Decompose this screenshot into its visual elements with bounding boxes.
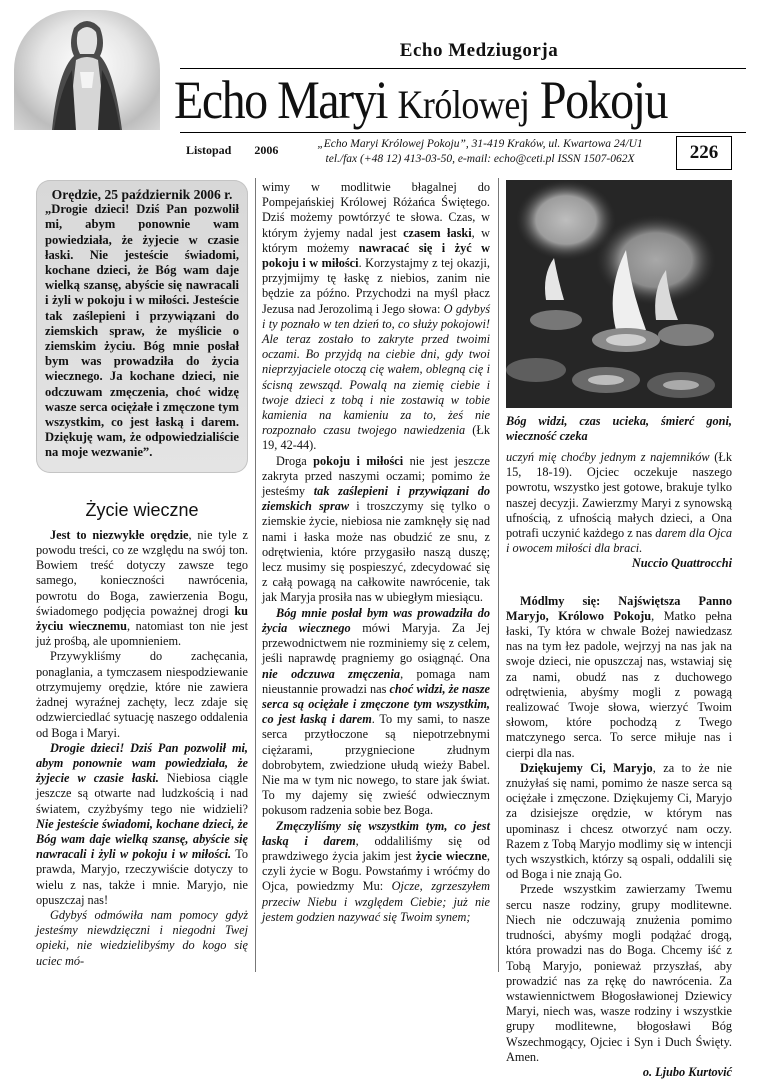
text-run: nie jest jeszcze zakryta przed naszymi oczami; pomimo że jesteśmy: [262, 453, 490, 499]
column-2: [262, 180, 490, 925]
col2-paragraph-3: [262, 606, 490, 819]
text-bold: Módlmy się: Najświętsza Panno Maryjo, Królowo Pokoju: [506, 593, 732, 623]
masthead-top-title: Echo Medziugorja: [399, 40, 559, 61]
text-bold-italic: nie odczuwa zmęczenia: [262, 666, 401, 681]
text-bold-italic: choć widzi, że nasze serca są ociężałe i zmęczone tym wszystkim, co jest łaską i darem: [262, 681, 490, 727]
article-title: Życie wieczne: [36, 489, 248, 518]
text-italic: uczyń mię choćby jednym z najemników: [506, 450, 710, 464]
issue-date: [186, 143, 298, 158]
col1-paragraph-4: [36, 908, 248, 969]
issue-month: Listopad: [186, 143, 232, 157]
column-divider-2: [498, 178, 499, 972]
col2-paragraph-4: [262, 819, 490, 925]
text-run: . Korzystajmy z tej okazji, przyjmijmy tę łaskę z niebios, zanim nie będzie za późno. Przychodzi na myśl płacz Jezusa nad Jerozolimą i Jego słowa:: [262, 256, 490, 316]
address-line-1: „Echo Maryi Królowej Pokoju”, 31-419 Kraków, ul. Kwartowa 24/U1: [317, 138, 643, 150]
address-line-2: tel./fax (+48 12) 413-03-50, e-mail: echo@ceti.pl ISSN 1507-062X: [325, 153, 635, 165]
col1-paragraph-1: [36, 528, 248, 650]
author-signature-2: o. Ljubo Kurtović: [642, 1064, 732, 1079]
text-italic: darem dla Ojca i owocem miłości dla braci.: [506, 526, 732, 556]
text-run: , czyli życie w Bogu. Powstańmy i wróćmy do Ojca, powiedzmy Mu:: [262, 848, 490, 894]
text-run: Droga: [276, 453, 314, 468]
text-run: , oddaliliśmy się od prawdziwego życia jakim jest: [262, 833, 490, 863]
col2-paragraph-1: [262, 180, 490, 454]
text-bold: ku życiu wiecznemu: [36, 603, 248, 634]
text-run: , Matko pełna łaski, Ty która w chwale Bożej nawiedzasz nas na tym łez padole, wejrzyj na nas jak na swoje dzieci, nie opuszczaj nas, wstawiaj się za nami, obudź nas z duchowego odrętwienia, abyśmy mogli z powagą realizować Twoje słowa, wierzyć Twoim słowom, które pochodzą z Twego matczynego serca. To serce miłuje nas i cierpi dla nas.: [506, 608, 732, 760]
text-run: (Łk 15, 18-19). Ojciec oczekuje naszego powrotu, wszystko jest gotowe, brakuje tylko naszej decyzji. Zawierzmy Maryi z synowską ufnością, z ufnością małych dzieci, a Ona potrafi uczynić każdego z nas: [506, 450, 732, 541]
text-italic: Ojcze, zgrzeszyłem przeciw Niebu i względem Ciebie; już nie jestem godzien nazywać się Twoim synem;: [262, 879, 490, 924]
text-run: (Łk 19, 42-44).: [262, 423, 490, 453]
message-text: „Drogie dzieci! Dziś Pan pozwolił mi, abym ponownie wam powiedziała, że żyjecie w czasie łaski. Nie jesteście świadomi, kochane dzieci, że Bóg wam daje wielką szansę, abyście się nawracali i żyli w pokoju i w miłości. Jesteście tak zaślepieni i przywiązani do ziemskich spraw, że myślicie o ziemskim życiu. Bóg mnie posłał bym was prowadziła do życia wiecznego. Ja kochane dzieci, nie odczuwam zmęczenia, choć widzę wasze serca ociężałe i zmęczone tym wszystkim, co jest łaską i darem. Dziękuję wam, że odpowiedzialiście na moje wezwanie”.: [45, 202, 239, 460]
col2-paragraph-2: [262, 454, 490, 606]
col3-paragraph-1: [506, 450, 732, 556]
prayer-paragraph-3: Przede wszystkim zawierzamy Twemu sercu nasze rodziny, grupy modlitewne. Niech nie odczuwają znużenia pomimo trudności, abyśmy mogli podążać drogą, która prowadzi nas do Boga. Chcemy iść z Tobą Maryjo, ponieważ przyszłaś, aby prowadzić nas za rękę do nawrócenia. Za wstawiennictwem Błogosławionej Dziewicy Maryi, niech was, wasze rodziny i wszystkie grupy modlitewne, błogosławi Bóg Wszechmogący, Ojciec i Syn i Duch Święty. Amen.: [506, 882, 732, 1064]
masthead-rule-top: [180, 68, 746, 69]
text-run: . To my sami, to nasze serca przytłoczone są niepotrzebnymi ciężarami, przygniecione złudnym dobrobytem, zwiedzione ułudą wieży Babel. Nie ma w tym nic nowego, to stare jak świat. To my dajemy się zwieść odwiecznym pokusom radzenia sobie bez Boga.: [262, 712, 490, 818]
prayer-paragraph-1: [506, 594, 732, 761]
text-bold: Jest to niezwykłe orędzie: [50, 527, 189, 542]
text-run: , za to że nie znużyłaś się nami, pomimo że nasze serca są ociężałe i zmęczone. Dziękujemy Ci, Maryjo za dzisiejsze orędzie, w którym nas upominasz i chcesz otworzyć nam oczy. Razem z Tobą Maryjo modlimy się w intencji tych wszystkich, którzy są ospali, oddalili się od Boga i nie znają Go.: [506, 760, 732, 882]
candles-illustration: [506, 180, 732, 408]
text-run: i troszczymy się tylko o ziemskie życie, niebiosa nie zamknęły się nad nami i łaska może nas obudzić ze snu, z odrętwienia, które przygasiło naszą duszę; lecz musimy się pospieszyć, zdecydować się z całą powagą na całkowite nawrócenie, tak jak Maryja prosiła nas w ubiegłym miesiącu.: [262, 499, 490, 605]
masthead-title: [174, 70, 667, 132]
message-box: [36, 180, 248, 473]
candles-photo: [506, 180, 732, 408]
author-signature-1: Nuccio Quattrocchi: [631, 556, 732, 571]
message-title: Orędzie, 25 październik 2006 r.: [51, 187, 233, 202]
statue-illustration: [14, 10, 160, 130]
text-run: , w którym możemy: [262, 225, 491, 255]
madonna-statue-image: [14, 10, 160, 130]
text-italic: O gdybyś i ty poznało w ten dzień to, co służy pokojowi! Ale teraz zostało to zakryte przed twoimi oczami. Bo przyjdą na ciebie dni, gdy twoi nieprzyjaciele otoczą cię wałem, oblegną cię i ścisną zewsząd. Powalą na ziemię ciebie i twoje dzieci z tobą i nie zostawią w tobie kamienia na kamieniu za to, żeś nie rozpoznało czasu twojego nawiedzenia: [262, 301, 490, 438]
text-bold: pokoju i miłości: [313, 453, 404, 468]
text-run: mówi Maryja. Za Jej przewodnictwem nie rozminiemy się z celem, jeśli naprawdę pragniemy go osiągnąć. Ona: [262, 620, 490, 666]
text-bold: Dziękujemy Ci, Maryjo: [520, 760, 653, 775]
text-run: , natomiast ton nie jest już prośbą, ale upomnieniem.: [36, 619, 249, 649]
text-bold-italic: tak zaślepieni i przywiązani do ziemskich spraw: [262, 484, 491, 514]
text-bold-italic: Bóg mnie posłał bym was prowadziła do życia wiecznego: [262, 605, 490, 635]
column-3: [506, 180, 732, 1080]
issue-number-badge: 226: [676, 136, 732, 170]
col1-paragraph-2: Przywykliśmy do zachęcania, ponaglania, a tymczasem niespodziewanie otrzymujemy orędzie, które nie zawiera żadnej wyraźnej zachęty, lecz zdaje się odzwierciedlać sytuację naszego oddalenia od Boga i Maryi.: [36, 649, 248, 740]
column-1: [36, 180, 248, 969]
text-bold-italic: Nie jesteście świadomi, kochane dzieci, że Bóg wam daje wielką szansę, abyście się nawracali i żyli w pokoju i w miłości.: [36, 816, 248, 862]
text-italic: Gdybyś odmówiła nam pomocy gdyż jesteśmy niewdzięczni i niegodni Twej opieki, nie wiedzielibyśmy do kogo się uciec mó-: [36, 907, 248, 968]
publisher-address: [300, 137, 660, 167]
text-run: , nie tyle z powodu treści, co ze względu na swój ton. Bowiem treść dotyczy zawsze tego samego, konieczności nawrócenia, powrotu do Boga, zawierzenia Bogu, świadomego podjęcia poważnej drogi: [36, 527, 249, 618]
text-bold-italic: Drogie dzieci! Dziś Pan pozwolił mi, abym ponownie wam powiedziała, że żyjecie w czasie łaski.: [36, 740, 248, 786]
title-part-pokoju: Pokoju: [539, 71, 667, 131]
text-bold-italic: Zmęczyliśmy się wszystkim tym, co jest łaską i darem: [262, 818, 490, 848]
prayer-paragraph-2: [506, 761, 732, 883]
col1-paragraph-3: [36, 741, 248, 908]
masthead-rule-bottom: [180, 132, 746, 133]
title-part-echo-maryi: Echo Maryi: [174, 71, 387, 131]
text-run: , pomaga nam nieustannie prowadzi nas: [262, 666, 490, 696]
text-bold: nawracać się i żyć w pokoju i w miłości: [262, 240, 491, 271]
text-run: Niebiosa ciągle jeszcze są otwarte nad ludzkością i nad światem, czyżbyśmy tego nie widzieli?: [36, 771, 249, 816]
text-bold: życie wieczne: [415, 848, 487, 863]
photo-caption: Bóg widzi, czas ucieka, śmierć goni, wieczność czeka: [506, 414, 732, 443]
issue-year: 2006: [254, 143, 279, 157]
text-run: To prawda, Maryjo, rzeczywiście dotyczy to wielu z nas, także i mnie. Maryjo, nie opuszczaj nas!: [36, 847, 249, 907]
title-part-krolowej: Królowej: [397, 82, 530, 128]
text-run: wimy w modlitwie błagalnej do Pompejańskiej Królowej Różańca Świętego. Dziś możemy powtórzyć te słowa. Czas, w którym żyjemy nadal jest: [262, 180, 490, 240]
text-bold: czasem łaski: [403, 225, 472, 240]
column-divider-1: [255, 178, 256, 972]
